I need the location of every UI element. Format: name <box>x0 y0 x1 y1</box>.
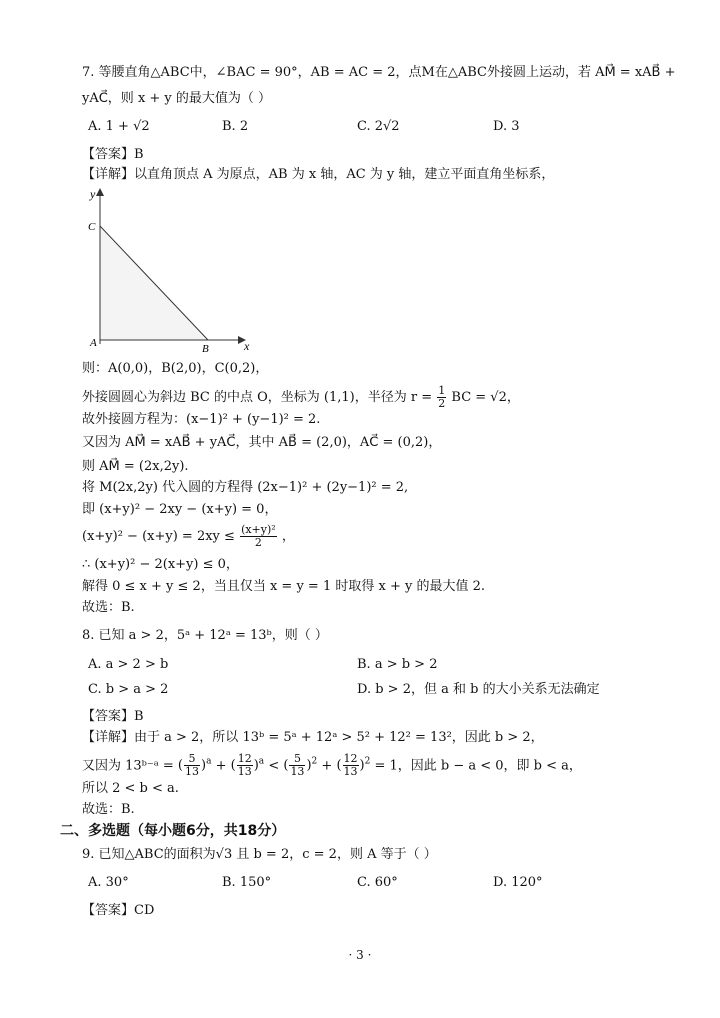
radius-fraction <box>437 385 446 410</box>
coordinate-figure <box>82 184 262 354</box>
q8-explain-2-tail: = 1，因此 b − a < 0，即 b < a， <box>374 758 582 774</box>
q7-step-5: 则 AM⃗ = (2x,2y). <box>82 459 189 474</box>
q7-step-8-tail: ， <box>281 529 295 544</box>
q7-step-7: 即 (x+y)² − 2xy − (x+y) = 0， <box>82 502 278 517</box>
q8-explain-2-lead: 又因为 13ᵇ⁻ᵃ = <box>82 758 174 774</box>
frac-num-5b: 5 <box>289 753 305 766</box>
q9-option-d: D. 120° <box>493 875 543 890</box>
y-axis-arrow <box>96 188 104 196</box>
paren-term-3: ( $\frac{5}{13}$ )$^2$ <box>283 752 318 779</box>
q8-stem: 8. 已知 a > 2，5ᵃ + 12ᵃ = 13ᵇ，则（ ） <box>82 628 328 643</box>
frac-num-5: 5 <box>184 753 200 766</box>
exp-a-2: a <box>258 757 265 767</box>
q8-explain-1: 【详解】由于 a > 2，所以 13ᵇ = 5ᵃ + 12ᵃ > 5² + 12² = 13²，因此 b > 2， <box>82 730 544 745</box>
q9-option-c: C. 60° <box>357 875 398 890</box>
plus-1: + <box>215 758 227 774</box>
q8-explain-4: 故选：B. <box>82 802 135 817</box>
exp-2-1: 2 <box>311 757 318 767</box>
q7-option-b: B. 2 <box>222 119 249 134</box>
q7-step-1: 则：A(0,0)，B(2,0)，C(0,2)， <box>82 361 269 376</box>
frac-12-13 <box>237 753 253 778</box>
q7-step-6: 将 M(2x,2y) 代入圆的方程得 (2x−1)² + (2y−1)² = 2, <box>82 480 409 495</box>
frac-den-13c: 13 <box>290 765 305 779</box>
q7-step-9: ∴ (x+y)² − 2(x+y) ≤ 0， <box>82 557 239 572</box>
ineq-fraction <box>240 524 277 549</box>
q9-option-a: A. 30° <box>88 875 129 890</box>
paren-term-1: ( $\frac{5}{13}$ )$^a$ <box>177 752 212 779</box>
q9-answer: 【答案】CD <box>82 903 155 918</box>
q7-step-10: 解得 0 ≤ x + y ≤ 2，当且仅当 x = y = 1 时取得 x + y 的最大值 2. <box>82 579 485 594</box>
ineq-frac-num: (x+y)² <box>241 523 276 536</box>
q7-step-2-text: 外接圆圆心为斜边 BC 的中点 O，坐标为 (1,1)，半径为 r = <box>82 390 433 405</box>
q8-option-a: A. a > 2 > b <box>88 657 169 672</box>
q7-step-3: 故外接圆方程为：(x−1)² + (y−1)² = 2. <box>82 412 321 427</box>
q8-answer: 【答案】B <box>82 709 144 724</box>
q8-explain-2 <box>82 746 582 782</box>
q9-stem: 9. 已知△ABC的面积为√3 且 b = 2，c = 2，则 A 等于（ ） <box>82 847 437 862</box>
q7-option-a: A. 1 + √2 <box>88 119 150 134</box>
label-c: C <box>88 221 96 233</box>
q8-option-c: C. b > a > 2 <box>88 682 169 697</box>
section-title: 二、多选题（每小题6分，共18分） <box>60 823 286 839</box>
paren-term-4: ( $\frac{12}{13}$ )$^2$ <box>336 752 371 779</box>
q7-option-c: C. 2√2 <box>357 119 400 134</box>
triangle-abc <box>100 226 208 340</box>
q7-option-d: D. 3 <box>493 119 520 134</box>
q7-step-11: 故选：B. <box>82 600 135 615</box>
q7-step-2 <box>82 384 520 412</box>
frac-den-13b: 13 <box>237 765 252 779</box>
page-number: · 3 · <box>348 948 372 962</box>
lt-sign: < <box>268 758 280 774</box>
frac-den-13d: 13 <box>343 765 358 779</box>
exp-a-1: a <box>206 757 212 767</box>
frac-num-12: 12 <box>237 752 252 766</box>
label-x: x <box>244 339 250 353</box>
q7-step-4: 又因为 AM⃗ = xAB⃗ + yAC⃗，其中 AB⃗ = (2,0)，AC⃗ = (0,2)， <box>82 435 442 450</box>
q8-option-d: D. b > 2，但 a 和 b 的大小关系无法确定 <box>357 682 600 697</box>
paren-term-2: ( $\frac{12}{13}$ )$^a$ <box>230 752 265 779</box>
q7-step-8-text: (x+y)² − (x+y) = 2xy ≤ <box>82 529 235 544</box>
frac-5-13b <box>289 753 305 778</box>
q8-option-b: B. a > b > 2 <box>357 657 438 672</box>
exp-2-2: 2 <box>364 757 371 767</box>
q7-answer: 【答案】B <box>82 147 144 162</box>
q7-step-2-tail: BC = √2， <box>451 390 520 405</box>
ineq-frac-den: 2 <box>254 536 262 549</box>
q7-explain-intro: 【详解】以直角顶点 A 为原点，AB 为 x 轴，AC 为 y 轴，建立平面直角坐标系， <box>82 167 555 182</box>
radius-frac-den: 2 <box>438 397 446 410</box>
q9-option-b: B. 150° <box>222 875 272 890</box>
label-b: B <box>202 343 209 354</box>
frac-den-13: 13 <box>185 765 199 779</box>
label-y: y <box>90 187 96 201</box>
q8-explain-3: 所以 2 < b < a. <box>82 781 179 796</box>
q7-stem-line1: 7. 等腰直角△ABC中，∠BAC = 90°，AB = AC = 2，点M在△ABC外接圆上运动，若 AM⃗ = xAB⃗ + <box>82 65 676 80</box>
radius-frac-num: 1 <box>438 384 446 397</box>
frac-num-12b: 12 <box>343 752 358 766</box>
frac-5-13 <box>184 753 200 778</box>
label-a: A <box>90 337 97 349</box>
plus-2: + <box>321 758 333 774</box>
q7-stem-line2: yAC⃗，则 x + y 的最大值为（ ） <box>82 91 272 106</box>
frac-12-13b <box>343 753 359 778</box>
q7-step-8 <box>82 522 295 552</box>
